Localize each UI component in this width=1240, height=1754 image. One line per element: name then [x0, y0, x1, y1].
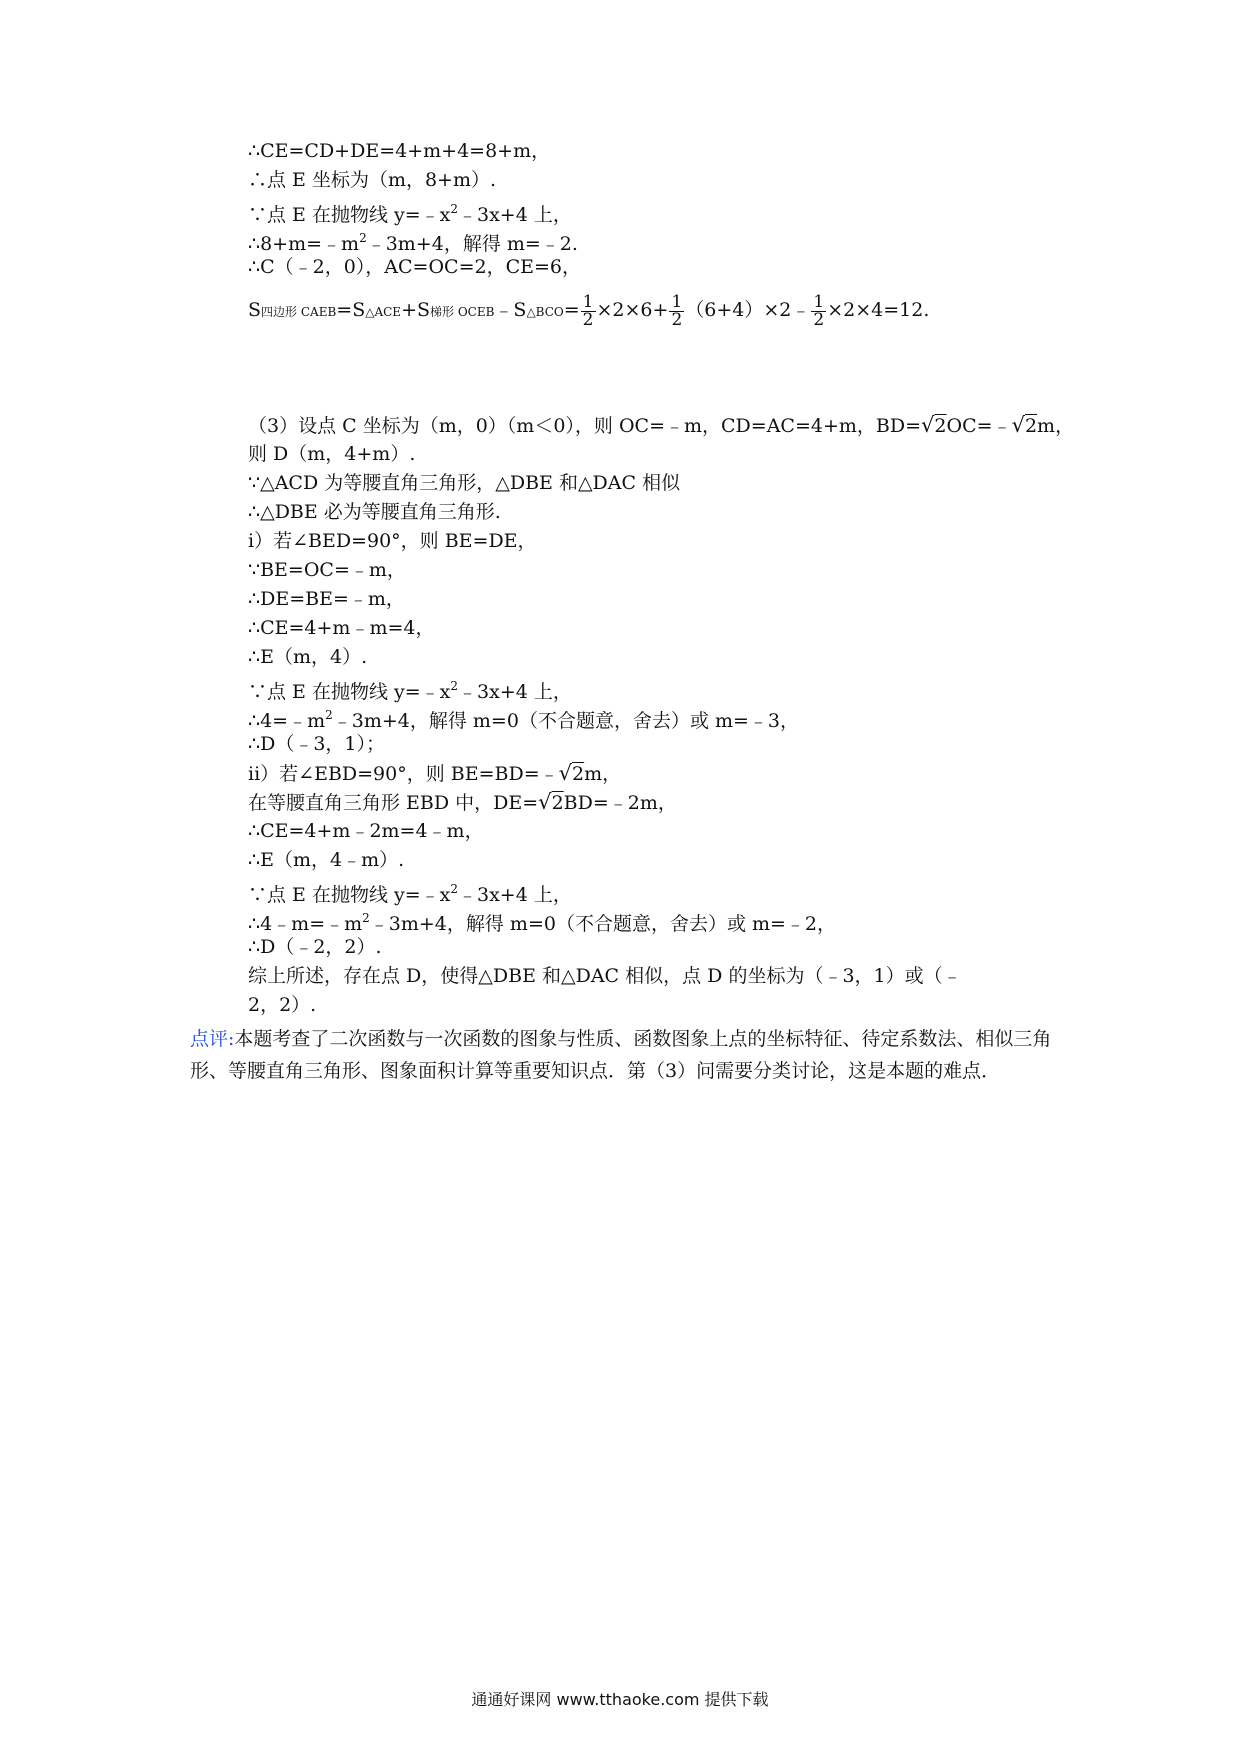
- area-formula: S四边形 CAEB=S△ACE+S梯形 OCEB﹣S△BCO= $\frac{1}{2}$ ×2×6+ $\frac{1}{2}$ （6+4）×2﹣ $\frac{1}{2}$ ×2×4=12.: [248, 291, 930, 330]
- fraction-half-2: $\frac{1}{2}$: [671, 291, 683, 330]
- line-e-coord: ∴点 E 坐标为（m，8+m）.: [248, 169, 497, 191]
- case-i-e: ∴E（m，4）.: [248, 646, 368, 668]
- case-i-parabola: ∵点 E 在抛物线 $y=﹣x^2﹣3x+4$ 上，: [248, 679, 572, 703]
- case-i-solve: $\therefore 4=﹣m^2﹣3m+4$，解得 m=0（不合题意，舍去）或 m=﹣3，: [248, 708, 800, 732]
- case-ii-solve: $\therefore 4﹣m=﹣m^2﹣3m+4$，解得 m=0（不合题意，舍去）或 m=﹣2，: [248, 911, 837, 935]
- part3-isosceles: ∴△DBE 必为等腰直角三角形.: [248, 501, 501, 523]
- summary-line-2: 2，2）.: [248, 994, 317, 1016]
- case-ii-title: ii）若∠EBD=90°，则 BE=BD=﹣√2m，: [248, 761, 622, 785]
- case-ii-ce: ∴CE=4+m﹣2m=4﹣m，: [248, 820, 484, 842]
- part3-similar: ∵△ACD 为等腰直角三角形，△DBE 和△DAC 相似: [248, 472, 681, 494]
- case-i-de: ∴DE=BE=﹣m，: [248, 588, 405, 610]
- summary-line-1: 综上所述，存在点 D，使得△DBE 和△DAC 相似，点 D 的坐标为（﹣3，1）或（﹣: [248, 965, 962, 987]
- case-ii-parabola: ∵点 E 在抛物线 $y=﹣x^2﹣3x+4$ 上，: [248, 882, 572, 906]
- part3-d-coord: 则 D（m，4+m）.: [248, 443, 416, 465]
- case-i-result: ∴D（﹣3，1）；: [248, 733, 385, 755]
- fraction-half-1: $\frac{1}{2}$: [582, 291, 594, 330]
- case-ii-result: ∴D（﹣2，2）.: [248, 936, 382, 958]
- case-i-title: i）若∠BED=90°，则 BE=DE，: [248, 530, 537, 552]
- case-ii-e: ∴E（m，4﹣m）.: [248, 849, 405, 871]
- line-parabola-1: ∵点 E 在抛物线 $y=﹣x^2﹣3x+4$ 上，: [248, 202, 572, 226]
- case-i-ce: ∴CE=4+m﹣m=4，: [248, 617, 435, 639]
- review-label: 点评:: [190, 1028, 235, 1050]
- part3-setup: （3）设点 C 坐标为（m，0）（m＜0），则 OC=﹣m，CD=AC=4+m，BD=√2OC=﹣√2m，: [248, 413, 1075, 437]
- line-solve-m: $\therefore 8+m=﹣m^2﹣3m+4$，解得 m=﹣2.: [248, 231, 578, 255]
- line-c-coord: ∴C（﹣2，0），AC=OC=2，CE=6，: [248, 256, 582, 278]
- footer-credit: 通通好课网 www.tthaoke.com 提供下载: [471, 1690, 769, 1709]
- review-paragraph: [190, 1023, 1060, 1087]
- case-ii-de: 在等腰直角三角形 EBD 中，DE=√2BD=﹣2m，: [248, 790, 677, 814]
- line-ce: ∴CE=CD+DE=4+m+4=8+m，: [248, 140, 551, 162]
- review-text: 本题考查了二次函数与一次函数的图象与性质、函数图象上点的坐标特征、待定系数法、相似三角形、等腰直角三角形、图象面积计算等重要知识点．第（3）问需要分类讨论，这是本题的难点．: [190, 1028, 1052, 1082]
- fraction-half-3: $\frac{1}{2}$: [813, 291, 825, 330]
- case-i-be: ∵BE=OC=﹣m，: [248, 559, 406, 581]
